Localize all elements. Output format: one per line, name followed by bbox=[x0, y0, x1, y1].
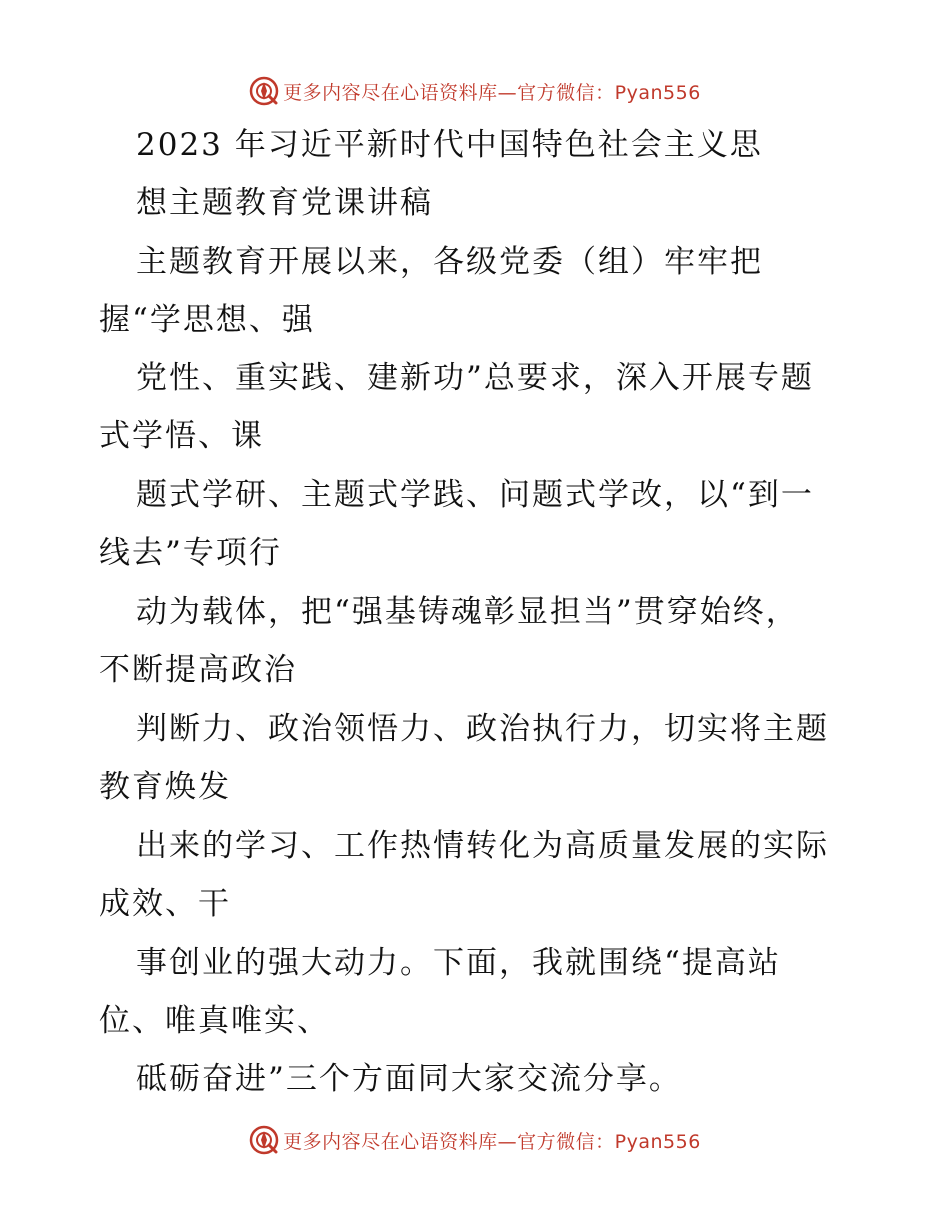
document-title-line-2: 想主题教育党课讲稿 bbox=[136, 185, 433, 221]
seal-logo-icon bbox=[249, 76, 279, 106]
paragraph-line: 题式学研、主题式学践、问题式学改，以“到一 bbox=[136, 477, 814, 513]
paragraph-line: 主题教育开展以来，各级党委（组）牢牢把 bbox=[136, 244, 763, 280]
paragraph-line: 事创业的强大动力。下面，我就围绕“提高站 bbox=[136, 945, 781, 981]
seal-logo-icon bbox=[249, 1125, 279, 1155]
paragraph-line: 不断提高政治 bbox=[99, 652, 297, 688]
paragraph-line: 握“学思想、强 bbox=[99, 302, 315, 338]
document-title-line-1: 2023 年习近平新时代中国特色社会主义思 bbox=[136, 127, 763, 163]
paragraph-line: 判断力、政治领悟力、政治执行力，切实将主题 bbox=[136, 711, 829, 747]
paragraph-line: 教育焕发 bbox=[99, 769, 231, 805]
paragraph-line: 线去”专项行 bbox=[99, 535, 282, 571]
paragraph-line: 砥砺奋进”三个方面同大家交流分享。 bbox=[136, 1061, 682, 1097]
paragraph-line: 党性、重实践、建新功”总要求，深入开展专题 bbox=[136, 360, 814, 396]
footer-banner-text: 更多内容尽在心语资料库—官方微信：Pyan556 bbox=[283, 1130, 701, 1153]
paragraph-line: 式学悟、课 bbox=[99, 418, 264, 454]
paragraph-line: 出来的学习、工作热情转化为高质量发展的实际 bbox=[136, 828, 829, 864]
footer-banner bbox=[0, 1123, 950, 1157]
paragraph-line: 动为载体，把“强基铸魂彰显担当”贯穿始终， bbox=[136, 594, 799, 630]
header-banner-text: 更多内容尽在心语资料库—官方微信：Pyan556 bbox=[283, 81, 701, 104]
paragraph-line: 位、唯真唯实、 bbox=[99, 1003, 330, 1039]
paragraph-line: 成效、干 bbox=[99, 886, 231, 922]
header-banner bbox=[0, 74, 950, 108]
